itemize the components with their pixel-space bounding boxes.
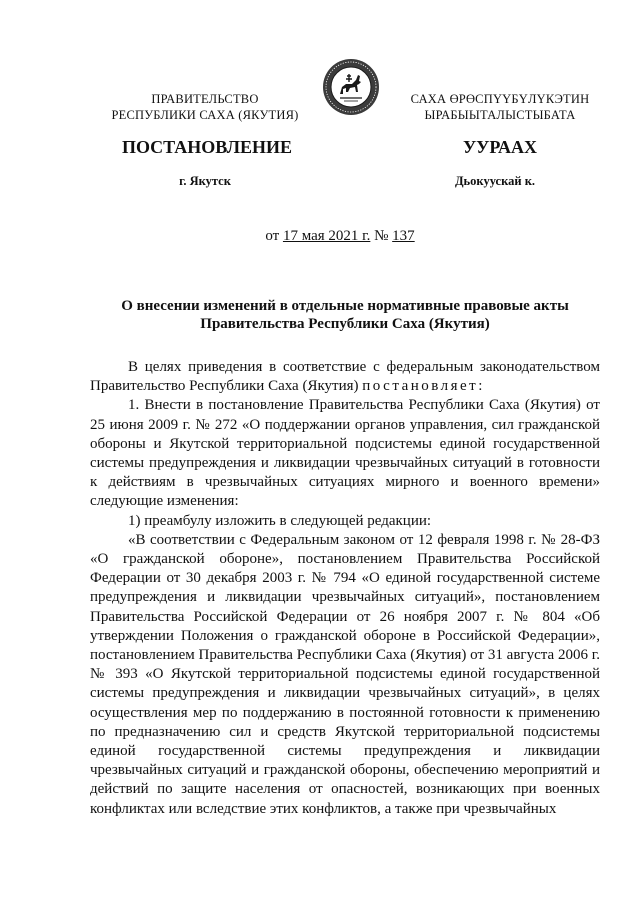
sakha-coat-of-arms-icon	[322, 58, 380, 116]
document-date: 17 мая 2021 г.	[282, 228, 371, 244]
decree-verb: постановляет	[362, 378, 479, 395]
document-body	[90, 358, 600, 819]
date-prefix: от	[265, 228, 283, 244]
paragraph-quoted-preamble: «В соответствии с Федеральным законом от 12 февраля 1998 г. № 28-ФЗ «О гражданской обороне», постановлением Правительства Российской Федерации от 30 декабря 2003 г. № 794 «О единой государственной системе предупреждения и ликвидации чрезвычайных ситуаций», постановлением Правительства Российской Федерации от 26 ноября 2007 г. № 804 «Об утверждении Положения о гражданской обороне в Российской Федерации», постановлением Правительства Республики Саха (Якутия) от 31 августа 2006 г. № 393 «О Якутской территориальной подсистемы единой государственной системы предупреждения и ликвидации чрезвычайных ситуаций», в целях осуществления мер по поддержанию в постоянной готовности к применению по предназначению сил и средств Якутской территориальной подсистемы единой государственной системы предупреждения и ликвидации чрезвычайных ситуаций и гражданской обороны, обеспечению мероприятий и действий по защите населения от опасностей, возникающих при военных конфликтах или вследствие этих конфликтов, а также при чрезвычайных	[90, 531, 600, 817]
government-name-ru-line1: ПРАВИТЕЛЬСТВО	[151, 92, 259, 106]
date-number-line	[220, 228, 460, 245]
government-name-ru-line2: РЕСПУБЛИКИ САХА (ЯКУТИЯ)	[111, 108, 299, 122]
document-type-sakha: УУРААХ	[462, 137, 538, 157]
government-name-sakha-line1: САХА ӨРӨСПҮҮБҮЛҮКЭТИН	[410, 92, 590, 106]
document-type-ru: ПОСТАНОВЛЕНИЕ	[121, 137, 293, 157]
paragraph-preamble	[90, 358, 600, 396]
paragraph-item-1: 1. Внести в постановление Правительства Республики Саха (Якутия) от 25 июня 2009 г. № 272 «О поддержании органов управления, сил гражданской обороны и Якутской территориальной подсистемы единой государственной системы предупреждения и ликвидации чрезвычайных ситуаций в готовности к действиям в чрезвычайных ситуациях мирного и военного времени» следующие изменения:	[90, 397, 600, 510]
number-sign: №	[370, 228, 393, 244]
document-heading-line1: О внесении изменений в отдельные нормативные правовые акты	[121, 298, 569, 314]
government-name-ru	[100, 91, 310, 123]
city-ru: г. Якутск	[179, 174, 231, 188]
city-sakha: Дьокуускай к.	[454, 174, 536, 188]
preamble-text: В целях приведения в соответствие с федеральным законодательством Правительство Республики Саха (Якутия)	[90, 359, 600, 395]
document-heading-line2: Правительства Республики Саха (Якутия)	[200, 316, 490, 332]
government-name-sakha-line2: ЫРАБЫЫТАЛЫСТЫБАТА	[424, 108, 576, 122]
paragraph-subitem-1: 1) преамбулу изложить в следующей редакции:	[128, 512, 432, 529]
document-number: 137	[392, 228, 415, 244]
preamble-end: :	[478, 378, 483, 395]
government-name-sakha	[400, 91, 600, 123]
document-heading	[90, 297, 600, 333]
